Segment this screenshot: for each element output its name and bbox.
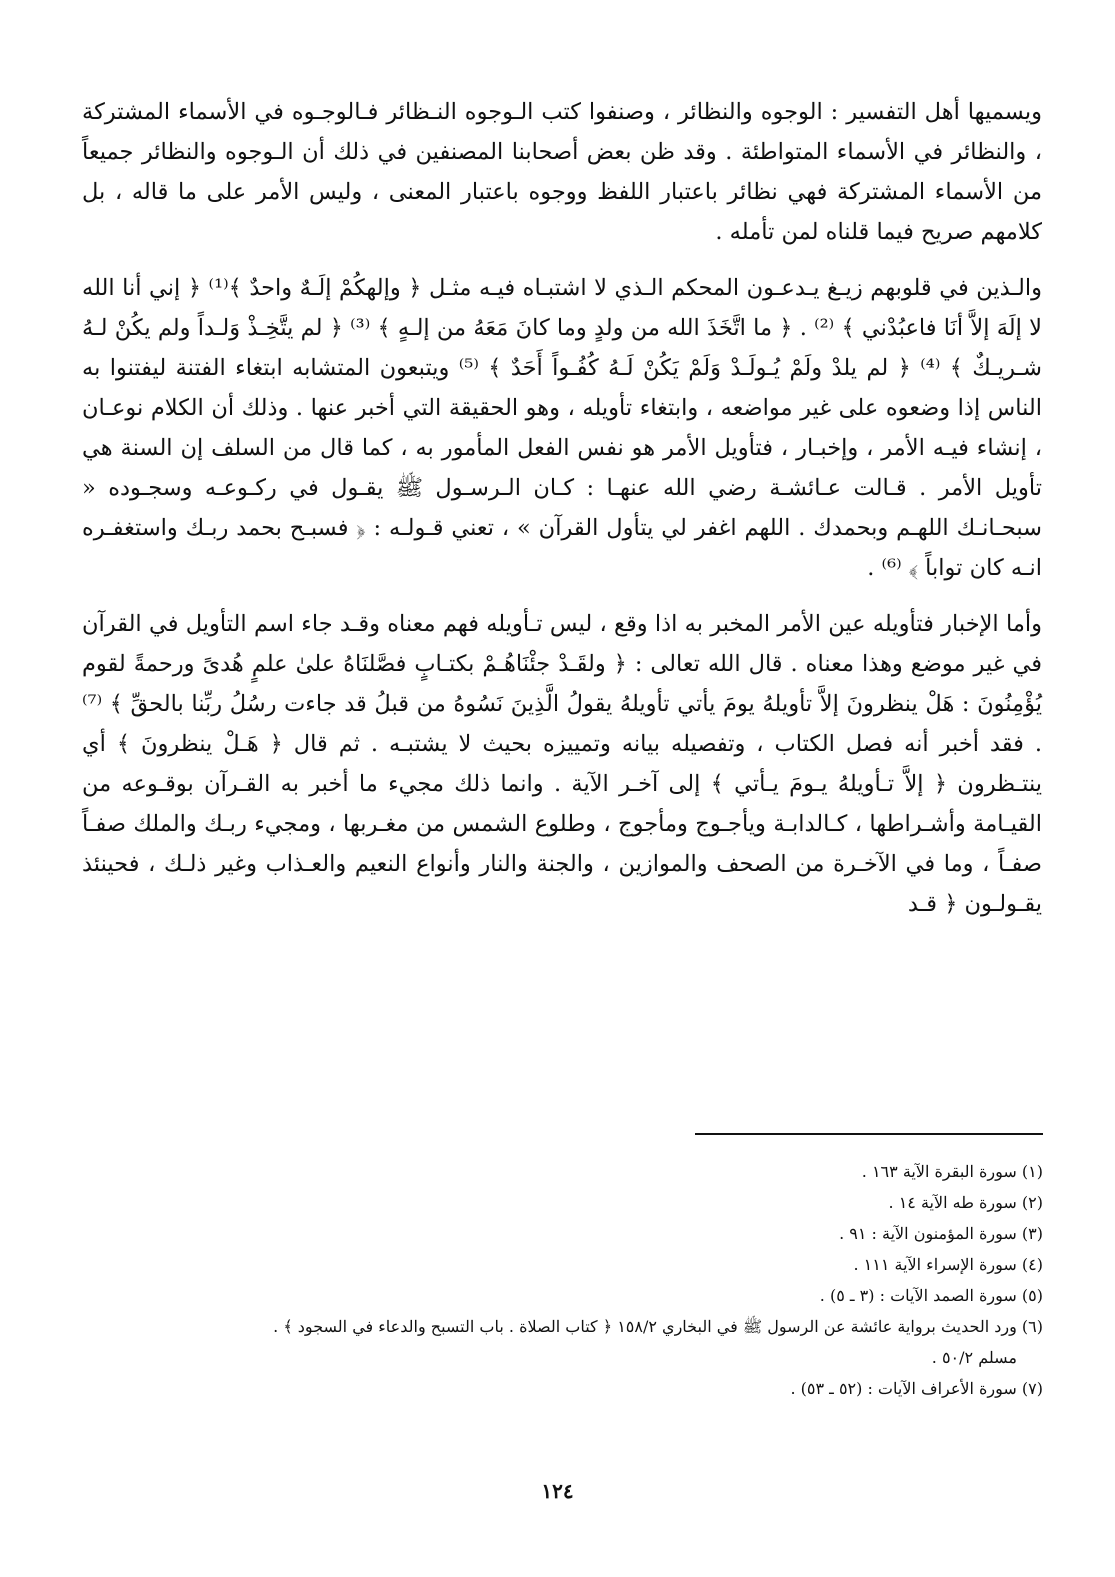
page-number: ١٢٤ bbox=[541, 1479, 574, 1503]
page-body bbox=[82, 92, 1042, 924]
footnote-7: (٧) سورة الأعراف الآيات : (٥٢ ـ ٥٣) . bbox=[790, 1379, 1043, 1398]
footnote-3: (٣) سورة المؤمنون الآية : ٩١ . bbox=[839, 1224, 1043, 1243]
paragraph-3: وأما الإخبار فتأويله عين الأمر المخبر به اذا وقع ، ليس تـأويله فهم معناه وقـد جاء اسم التأويل في القرآن في غير موضع وهذا معناه . قال الله تعالى : ﴿ ولقَـدْ جئْنَاهُـمْ بكتـابٍ فصَّلنَاهُ علىٰ علمٍ هُدىً ورحمةً لقوم يُؤْمِنُونَ : هَلْ ينظرونَ إلاَّ تأويلهُ يومَ يأتي تأويلهُ يقولُ الَّذِينَ نَسُوهُ من قبلُ قد جاءت رسُلُ ربِّنا بالحقِّ ﴾ ⁽⁷⁾ . فقد أخبر أنه فصل الكتاب ، وتفصيله بيانه وتمييزه بحيث لا يشتبـه . ثم قال ﴿ هَـلْ ينظرونَ ﴾ أي ينتـظرون ﴿ إلاَّ تـأويلهُ يـومَ يـأتي ﴾ إلى آخـر الآية . وانما ذلك مجيء ما أخبر به القـرآن بوقـوعه من القيـامة وأشـراطها ، كـالدابـة ويأجـوج ومأجوج ، وطلوع الشمس من مغـربها ، ومجيء ربـك والملك صفـاً صفـاً ، وما في الآخـرة من الصحف والموازين ، والجنة والنار وأنواع النعيم والعـذاب وغير ذلـك ، فحينئذ يقـولـون ﴿ قـد bbox=[82, 611, 1042, 917]
footnote-6: (٦) ورد الحديث برواية عائشة عن الرسول ﷺ في البخاري ١٥٨/٢ ﴿ كتاب الصلاة . باب التسبح والدعاء في السجود ﴾ . bbox=[273, 1317, 1043, 1336]
footnote-4: (٤) سورة الإسراء الآية ١١١ . bbox=[853, 1255, 1043, 1274]
footnotes-list bbox=[83, 1156, 1043, 1404]
footnote-1: (١) سورة البقرة الآية ١٦٣ . bbox=[861, 1162, 1043, 1181]
footnote-divider bbox=[695, 1133, 1043, 1135]
paragraph-2: والـذين في قلوبهم زيـغ يـدعـون المحكم الـذي لا اشتبـاه فيـه مثـل ﴿ وإلهكُمْ إلَـهٌ واحدٌ ﴾⁽¹⁾ ﴿ إني أنا الله لا إلَهَ إلاَّ أنَا فاعبُدْني ﴾ ⁽²⁾ . ﴿ ما اتَّخَذَ الله من ولدٍ وما كانَ مَعَهُ من إلـهٍ ﴾ ⁽³⁾ ﴿ لم يتَّخِـذْ وَلـداً ولم يكُنْ لـهُ شـريـكٌ ﴾ ⁽⁴⁾ ﴿ لم يلدْ ولَمْ يُـولَـدْ وَلَمْ يَكُنْ لَـهُ كُفُـواً أَحَدٌ ﴾ ⁽⁵⁾ ويتبعون المتشابه ابتغاء الفتنة ليفتنوا به الناس إذا وضعوه على غير مواضعه ، وابتغاء تأويله ، وهو الحقيقة التي أخبر عنها . وذلك أن الكلام نوعـان ، إنشاء فيـه الأمر ، وإخبـار ، فتأويل الأمر هو نفس الفعل المأمور به ، كما قال من السلف إن السنة هي تأويل الأمر . قـالت عـائشـة رضي الله عنهـا : كـان الـرسـول ﷺ يقـول في ركـوعـه وسجـوده « سبحـانـك اللهـم وبحمدك . اللهم اغفر لي يتأول القرآن » ، تعني قـولـه : ﴿ فسبـح بحمد ربـك واستغفـره انـه كان تواباً ﴾ ⁽⁶⁾ . bbox=[82, 275, 1042, 581]
paragraph-1: ويسميها أهل التفسير : الوجوه والنظائر ، وصنفوا كتب الـوجوه النـظائر فـالوجـوه في الأسماء المشتركة ، والنظائر في الأسماء المتواطئة . وقد ظن بعض أصحابنا المصنفين في ذلك أن الـوجوه والنظائر جميعاً من الأسماء المشتركة فهي نظائر باعتبار اللفظ ووجوه باعتبار المعنى ، وليس الأمر على ما قاله ، بل كلامهم صريح فيما قلناه لمن تأمله . bbox=[82, 99, 1042, 245]
footnote-2: (٢) سورة طه الآية ١٤ . bbox=[888, 1193, 1043, 1212]
footnote-6-continuation: مسلم ٥٠/٢ . bbox=[931, 1348, 1017, 1367]
footnote-5: (٥) سورة الصمد الآيات : (٣ ـ ٥) . bbox=[819, 1286, 1043, 1305]
